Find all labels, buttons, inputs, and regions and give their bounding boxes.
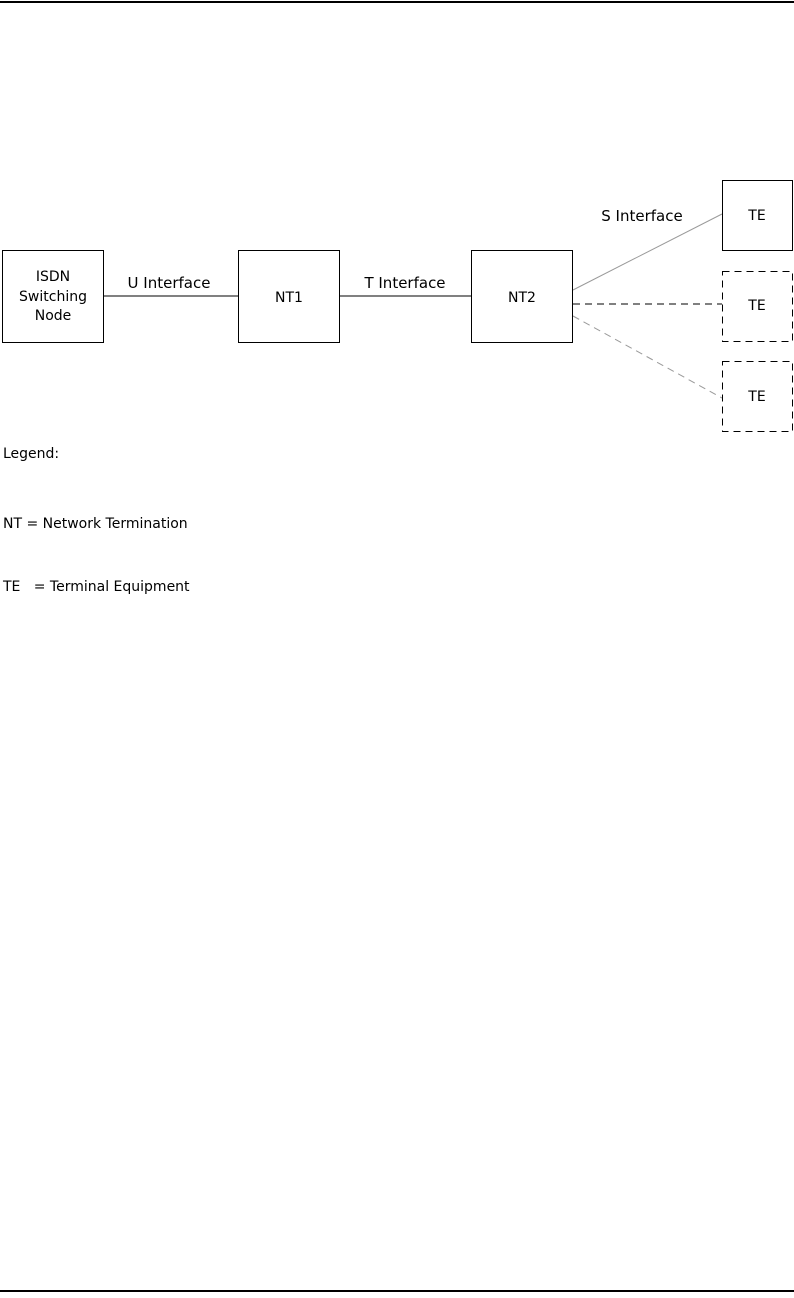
- isdn-label-line-1: ISDN: [35, 269, 71, 285]
- te-label-solid: TE: [748, 208, 766, 224]
- isdn-switching-node: [3, 251, 104, 343]
- u-interface-label: U Interface: [127, 274, 211, 292]
- s-interface-label: S Interface: [601, 207, 683, 225]
- isdn-reference-diagram: [0, 0, 794, 470]
- nt2-node: [472, 251, 573, 343]
- te-label-dashed-1: TE: [748, 298, 766, 314]
- legend: [3, 402, 190, 619]
- isdn-label-line-2: Switching: [19, 289, 87, 305]
- s-interface-line-solid: [573, 214, 722, 290]
- nt2-label: NT2: [508, 290, 536, 306]
- isdn-label-line-3: Node: [34, 308, 72, 324]
- nt1-node: [239, 251, 340, 343]
- bottom-rule: [0, 1290, 794, 1292]
- legend-item-nt: NT = Network Termination: [3, 516, 188, 532]
- s-interface-line-dashed-2: [573, 316, 722, 398]
- te-label-dashed-2: TE: [748, 389, 766, 405]
- t-interface-label: T Interface: [364, 274, 446, 292]
- te-node-dashed-1: [723, 272, 793, 342]
- te-node-dashed-2: [723, 362, 793, 432]
- te-node-solid: [723, 181, 793, 251]
- nt1-label: NT1: [275, 290, 303, 306]
- legend-item-te: TE = Terminal Equipment: [3, 579, 190, 595]
- legend-title: Legend:: [3, 446, 60, 462]
